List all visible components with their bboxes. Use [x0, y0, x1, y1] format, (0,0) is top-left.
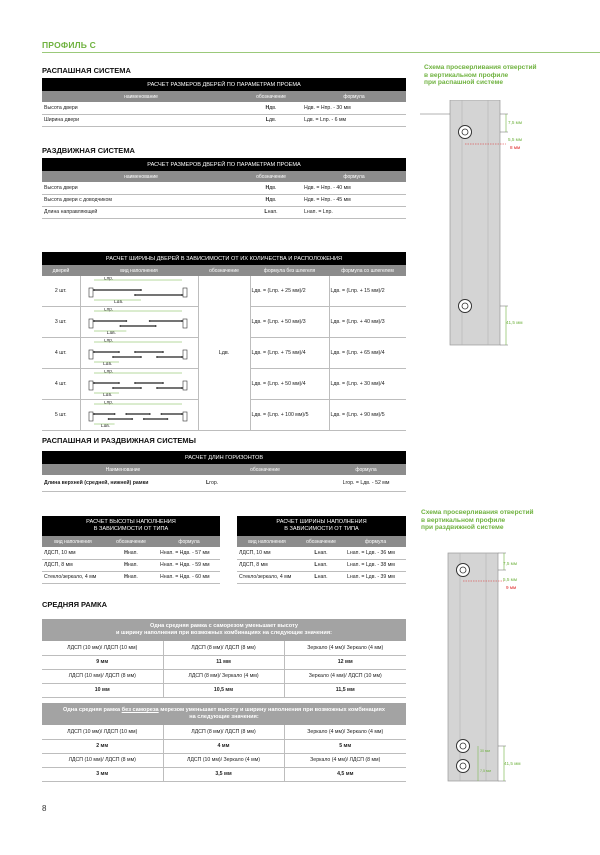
dim-label: 5,5 мм	[503, 577, 517, 582]
title-line: РАСЧЕТ ВЫСОТЫ НАПОЛНЕНИЯ	[86, 519, 176, 525]
cell-count: 3 шт.	[42, 307, 80, 338]
dim-label: 41,5 мм	[506, 320, 523, 325]
door-end-mark	[140, 289, 142, 291]
cell: Зеркало (4 мм)/ ЛДСП (10 мм)	[284, 669, 406, 683]
table-row	[42, 753, 406, 767]
section-title-both: РАСПАШНАЯ И РАЗДВИЖНАЯ СИСТЕМЫ	[42, 436, 197, 445]
cell-formula: Lдв. = (Lпр. + 30 мм)/4	[329, 369, 406, 400]
lpr-label: Lпр.	[103, 401, 113, 406]
section-title-middle-frame: СРЕДНЯЯ РАМКА	[42, 600, 108, 609]
header-line: и ширину наполнения при возможных комбинациях на следующие значения:	[116, 630, 332, 636]
wall-right	[183, 381, 187, 390]
cell-formula: Lнап. = Lдв. - 36 мм	[345, 547, 406, 559]
cell-name: Длина верхней (средней, нижней) рамки	[42, 475, 204, 491]
cell-code: L	[264, 209, 268, 215]
header-divider	[42, 52, 600, 53]
table-row	[42, 475, 406, 491]
door-end-mark	[93, 413, 95, 415]
cell-formula: Lдв. = (Lпр. + 90 мм)/5	[329, 400, 406, 431]
cell-name: Длина направляющей	[42, 206, 240, 218]
col-header: наименование	[42, 171, 240, 182]
col-header: дверей	[42, 265, 80, 276]
door-layout-diagram	[82, 370, 196, 396]
table-row	[42, 114, 406, 126]
door-end-mark	[93, 382, 95, 384]
door-end-mark	[119, 325, 121, 327]
cell: Зеркало (4 мм)/ Зеркало (4 мм)	[284, 641, 406, 655]
door-end-mark	[125, 320, 127, 322]
cell-code: L	[314, 574, 318, 580]
fill-width-table	[237, 516, 406, 584]
wall-right	[183, 288, 187, 297]
cell-value: 9 мм	[42, 655, 163, 669]
caption-line: в вертикальном профиле	[421, 516, 506, 524]
table-row	[42, 767, 406, 781]
horizon-table	[42, 451, 406, 492]
scheme-sliding-drawing	[420, 548, 580, 788]
cell-value: 11 мм	[163, 655, 284, 669]
table-row	[42, 669, 406, 683]
cell-value: 4,5 мм	[284, 767, 406, 781]
cell-formula: Hдв. = Hпр. - 40 мм	[302, 182, 406, 194]
col-header: формула	[345, 536, 406, 547]
door-layout-diagram	[82, 308, 196, 334]
cell-code-sub: дв.	[269, 184, 277, 191]
door-layout-diagram	[82, 339, 196, 365]
col-header: формула	[302, 171, 406, 182]
cell-code: H	[265, 104, 270, 111]
cell-formula: Lдв. = (Lпр. + 50 мм)/4	[250, 369, 329, 400]
cell-count: 4 шт.	[42, 369, 80, 400]
middle-frame-table-1	[42, 619, 406, 698]
table-row	[42, 571, 220, 583]
table-row	[42, 547, 220, 559]
door-end-mark	[160, 413, 162, 415]
cell-code-sub: нап.	[127, 562, 138, 568]
cell: ЛДСП (10 мм)/ Зеркало (4 мм)	[163, 753, 284, 767]
cell-code-sub: нап.	[317, 574, 328, 580]
header-line: на следующие значения:	[189, 714, 259, 720]
cell: ЛДСП (10 мм)/ ЛДСП (10 мм)	[42, 725, 163, 739]
dim-label: 41,5 мм	[504, 761, 521, 766]
door-end-mark	[140, 356, 142, 358]
page-header-title: ПРОФИЛЬ С	[42, 40, 97, 50]
door-end-mark	[148, 320, 150, 322]
table-row	[42, 725, 406, 739]
horizon-table-title: РАСЧЕТ ДЛИН ГОРИЗОНТОВ	[42, 451, 406, 464]
col-header: вид наполнения	[80, 265, 198, 276]
table-row	[42, 206, 406, 218]
cell-value: 10,5 мм	[163, 683, 284, 697]
table-row	[42, 739, 406, 753]
cell-formula: Lдв. = (Lпр. + 75 мм)/4	[250, 338, 329, 369]
col-header: формула	[326, 464, 406, 475]
door-end-mark	[156, 356, 158, 358]
ldv-label: Lдв.	[102, 392, 112, 396]
scheme-swing-drawing	[420, 100, 580, 360]
cell-code-sub: нап.	[317, 562, 328, 568]
cell-count: 4 шт.	[42, 338, 80, 369]
page-number: 8	[42, 804, 47, 813]
col-header: обозначение	[198, 265, 250, 276]
cell-code-sub: дв.	[269, 197, 277, 203]
door-end-mark	[118, 351, 120, 353]
lpr-label: Lпр.	[103, 277, 113, 282]
fill-width-title	[237, 516, 406, 536]
dim-label: 5,5 мм	[508, 137, 522, 142]
table-row	[42, 641, 406, 655]
door-end-mark	[181, 356, 183, 358]
cell-name: Стекло/зеркало, 4 мм	[42, 571, 104, 583]
section-title-sliding: РАЗДВИЖНАЯ СИСТЕМА	[42, 146, 135, 155]
door-end-mark	[93, 320, 95, 322]
col-header: Наименование	[42, 464, 204, 475]
cell-formula: Lдв. = (Lпр. + 15 мм)/2	[329, 276, 406, 307]
wall-right	[183, 350, 187, 359]
cell-code-sub: нап.	[127, 574, 138, 580]
swing-table-title: РАСЧЕТ РАЗМЕРОВ ДВЕРЕЙ ПО ПАРАМЕТРАМ ПРОЕМА	[42, 78, 406, 91]
col-header: формула	[302, 91, 406, 102]
header-text: мерезом уменьшает высоту и ширину наполнения при возможных комбинациях	[158, 707, 385, 713]
door-end-mark	[131, 418, 133, 420]
door-width-table-title: РАСЧЕТ ШИРИНЫ ДВЕРЕЙ В ЗАВИСИМОСТИ ОТ ИХ КОЛИЧЕСТВА И РАСПОЛОЖЕНИЯ	[42, 252, 406, 265]
cell-name: Ширина двери	[42, 114, 240, 126]
cell-formula: Lдв. = Lпр. - 6 мм	[302, 114, 406, 126]
section-title-swing: РАСПАШНАЯ СИСТЕМА	[42, 66, 131, 75]
col-header: наименование	[42, 91, 240, 102]
table-row	[42, 655, 406, 669]
ldv-label: Lдв.	[106, 330, 116, 334]
cell-count: 2 шт.	[42, 276, 80, 307]
wall-left	[89, 412, 93, 421]
door-end-mark	[107, 418, 109, 420]
cell: Зеркало (4 мм)/ ЛДСП (8 мм)	[284, 753, 406, 767]
col-header: формула без шлегеля	[250, 265, 329, 276]
cell: ЛДСП (8 мм)/ Зеркало (4 мм)	[163, 669, 284, 683]
cell-formula: Lнап. = Lпр.	[302, 206, 406, 218]
cell-code: H	[124, 549, 128, 556]
middle-frame-table-2	[42, 703, 406, 782]
table-row	[42, 683, 406, 697]
col-header: обозначение	[240, 91, 302, 102]
door-end-mark	[113, 413, 115, 415]
caption-line: Схема просверливания отверстий	[424, 64, 537, 71]
middle-frame-t2-header	[42, 703, 406, 725]
wall-left	[89, 319, 93, 328]
scheme-sliding-caption	[421, 509, 571, 532]
door-end-mark	[162, 351, 164, 353]
cell-value: 4 мм	[163, 739, 284, 753]
table-row	[237, 571, 406, 583]
door-end-mark	[134, 351, 136, 353]
cell-formula: Lнап. = Lдв. - 38 мм	[345, 559, 406, 571]
lpr-label: Lпр.	[103, 370, 113, 375]
dim-label: 8 мм	[510, 145, 521, 150]
table-row	[237, 547, 406, 559]
header-line: Одна средняя рамка с саморезом уменьшает высоту	[149, 623, 299, 629]
door-layout-diagram	[82, 401, 196, 427]
door-end-mark	[154, 325, 156, 327]
cell-code: L	[314, 562, 318, 568]
door-end-mark	[148, 413, 150, 415]
door-end-mark	[112, 356, 114, 358]
cell-code-sub: дв.	[269, 104, 277, 111]
header-text-underlined: без самореза	[121, 707, 159, 713]
door-end-mark	[140, 387, 142, 389]
table-row	[42, 559, 220, 571]
door-end-mark	[181, 294, 183, 296]
cell-name: Стекло/зеркало, 4 мм	[237, 571, 297, 583]
dim-label: 7,5 мм	[508, 120, 522, 125]
caption-line: Схема просверливания отверстий	[421, 509, 534, 516]
cell-formula: Lдв. = (Lпр. + 50 мм)/3	[250, 307, 329, 338]
door-end-mark	[162, 382, 164, 384]
cell-name: ЛДСП, 10 мм	[42, 547, 104, 559]
cell-name: Высота двери	[42, 102, 240, 114]
door-end-mark	[134, 294, 136, 296]
cell-code-sub: нап.	[317, 549, 328, 556]
cell: ЛДСП (10 мм)/ ЛДСП (10 мм)	[42, 641, 163, 655]
cell-formula: Lдв. = (Lпр. + 25 мм)/2	[250, 276, 329, 307]
ldv-label: Lдв.	[113, 299, 123, 303]
cell-code: H	[124, 562, 128, 568]
wall-left	[89, 288, 93, 297]
door-end-mark	[93, 351, 95, 353]
cell-value: 12 мм	[284, 655, 406, 669]
cell-formula: Lдв. = (Lпр. + 40 мм)/3	[329, 307, 406, 338]
col-header: формула со шлегелем	[329, 265, 406, 276]
cell-code: H	[124, 574, 128, 580]
cell-formula: Hдв. = Hпр. - 30 мм	[302, 102, 406, 114]
col-header: обозначение	[104, 536, 158, 547]
dim-label: 30 мм	[480, 749, 490, 753]
cell-name: ЛДСП, 8 мм	[237, 559, 297, 571]
door-end-mark	[125, 413, 127, 415]
table-row	[42, 102, 406, 114]
fill-height-table	[42, 516, 220, 584]
cell-code: H	[265, 184, 270, 191]
lpr-label: Lпр.	[103, 308, 113, 313]
title-line: В ЗАВИСИМОСТИ ОТ ТИПА	[93, 526, 169, 532]
col-header: вид наполнения	[42, 536, 104, 547]
door-end-mark	[181, 413, 183, 415]
col-header: формула	[158, 536, 220, 547]
door-layout-diagram	[82, 277, 196, 303]
dim-label: 9 мм	[506, 585, 517, 590]
door-end-mark	[134, 382, 136, 384]
scheme-swing-caption	[424, 64, 574, 87]
cell-code-sub: гор.	[209, 479, 219, 486]
dim-label: 7,5 мм	[503, 561, 517, 566]
wall-left	[89, 350, 93, 359]
col-header: обозначение	[204, 464, 326, 475]
cell-formula: Hдв. = Hпр. - 45 мм	[302, 194, 406, 206]
cell: ЛДСП (8 мм)/ ЛДСП (8 мм)	[163, 725, 284, 739]
cell-name: ЛДСП, 10 мм	[237, 547, 297, 559]
cell-value: 5 мм	[284, 739, 406, 753]
cell-value: 3,5 мм	[163, 767, 284, 781]
door-end-mark	[118, 382, 120, 384]
door-end-mark	[181, 387, 183, 389]
title-line: В ЗАВИСИМОСТИ ОТ ТИПА	[284, 526, 359, 532]
dim-label: 7,5 мм	[480, 769, 491, 773]
cell-code: L	[206, 479, 210, 486]
door-end-mark	[166, 418, 168, 420]
cell-formula: Lдв. = (Lпр. + 65 мм)/4	[329, 338, 406, 369]
caption-line: при распашной системе	[424, 79, 504, 86]
col-header: обозначение	[240, 171, 302, 182]
door-end-mark	[156, 387, 158, 389]
table-row	[237, 559, 406, 571]
door-end-mark	[181, 320, 183, 322]
col-header: вид наполнения	[237, 536, 297, 547]
table-row	[42, 182, 406, 194]
caption-line: при раздвижной системе	[421, 524, 504, 531]
cell: ЛДСП (8 мм)/ ЛДСП (8 мм)	[163, 641, 284, 655]
cell-value: 3 мм	[42, 767, 163, 781]
wall-left	[89, 381, 93, 390]
wall-right	[183, 319, 187, 328]
header-line	[44, 707, 404, 714]
sliding-table-title: РАСЧЕТ РАЗМЕРОВ ДВЕРЕЙ ПО ПАРАМЕТРАМ ПРОЕМА	[42, 158, 406, 171]
cell-formula: Lгор. = Lдв. - 52 мм	[326, 475, 406, 491]
cell-code-sub: нап.	[127, 549, 138, 556]
cell-formula: Lнап. = Lдв. - 39 мм	[345, 571, 406, 583]
cell-value: 10 мм	[42, 683, 163, 697]
lpr-label: Lпр.	[103, 339, 113, 344]
cell-code: L	[265, 117, 269, 123]
cell-count: 5 шт.	[42, 400, 80, 431]
middle-frame-t1-header	[42, 619, 406, 641]
cell-formula: Hнап. = Hдв. - 57 мм	[158, 547, 220, 559]
cell-value: 11,5 мм	[284, 683, 406, 697]
ldv-label: Lдв.	[100, 423, 110, 427]
cell-designation: Lдв.	[198, 276, 250, 431]
sliding-table	[42, 158, 406, 219]
wall-right	[183, 412, 187, 421]
swing-table	[42, 78, 406, 127]
cell-code-sub: дв.	[268, 117, 277, 123]
cell-formula: Hнап. = Hдв. - 60 мм	[158, 571, 220, 583]
ldv-label: Lдв.	[102, 361, 112, 365]
table-row	[42, 194, 406, 206]
cell: ЛДСП (10 мм)/ ЛДСП (8 мм)	[42, 669, 163, 683]
table-row	[42, 276, 406, 307]
header-text: Одна средняя рамка	[63, 707, 122, 713]
cell-name: Высота двери с доводчиком	[42, 194, 240, 206]
door-end-mark	[142, 418, 144, 420]
cell-formula: Hнап. = Hдв. - 59 мм	[158, 559, 220, 571]
col-header: обозначение	[297, 536, 345, 547]
title-line: РАСЧЕТ ШИРИНЫ НАПОЛНЕНИЯ	[276, 519, 367, 525]
cell-name: ЛДСП, 8 мм	[42, 559, 104, 571]
cell-code: H	[265, 197, 270, 203]
cell-name: Высота двери	[42, 182, 240, 194]
cell-value: 2 мм	[42, 739, 163, 753]
cell: ЛДСП (10 мм)/ ЛДСП (8 мм)	[42, 753, 163, 767]
cell-formula: Lдв. = (Lпр. + 100 мм)/5	[250, 400, 329, 431]
door-width-table	[42, 252, 406, 431]
caption-line: в вертикальном профиле	[424, 71, 509, 79]
door-end-mark	[112, 387, 114, 389]
door-end-mark	[93, 289, 95, 291]
fill-height-title	[42, 516, 220, 536]
cell-code-sub: нап.	[267, 209, 278, 215]
cell: Зеркало (4 мм)/ Зеркало (4 мм)	[284, 725, 406, 739]
cell-code: L	[314, 549, 318, 556]
